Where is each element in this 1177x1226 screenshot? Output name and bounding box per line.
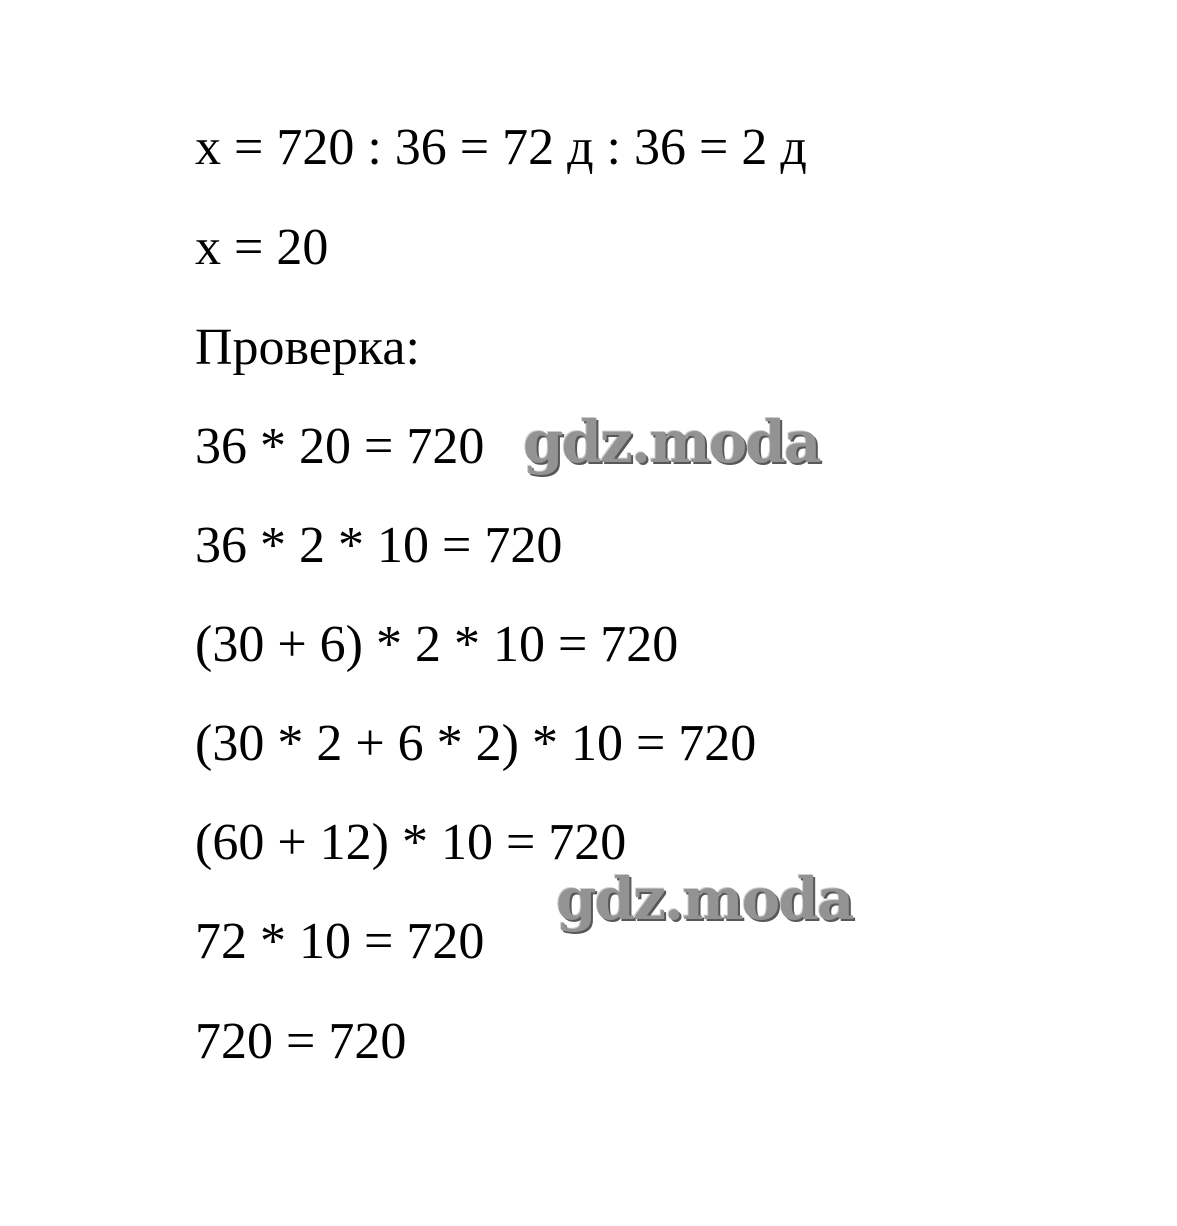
watermark-logo: gdz.moda [523,408,820,476]
check-line-3: (30 + 6) * 2 * 10 = 720 [195,616,679,673]
check-line-6: 72 * 10 = 720 [195,913,485,970]
check-heading: Проверка: [195,319,420,376]
check-line-2: 36 * 2 * 10 = 720 [195,517,563,574]
check-line-1: 36 * 20 = 720 [195,418,485,475]
equation-line-1: x = 720 : 36 = 72 д : 36 = 2 д [195,119,807,176]
check-line-7: 720 = 720 [195,1013,407,1070]
check-line-4: (30 * 2 + 6 * 2) * 10 = 720 [195,715,757,772]
watermark-logo: gdz.moda [556,865,853,933]
equation-line-2: x = 20 [195,219,329,276]
check-line-5: (60 + 12) * 10 = 720 [195,814,627,871]
